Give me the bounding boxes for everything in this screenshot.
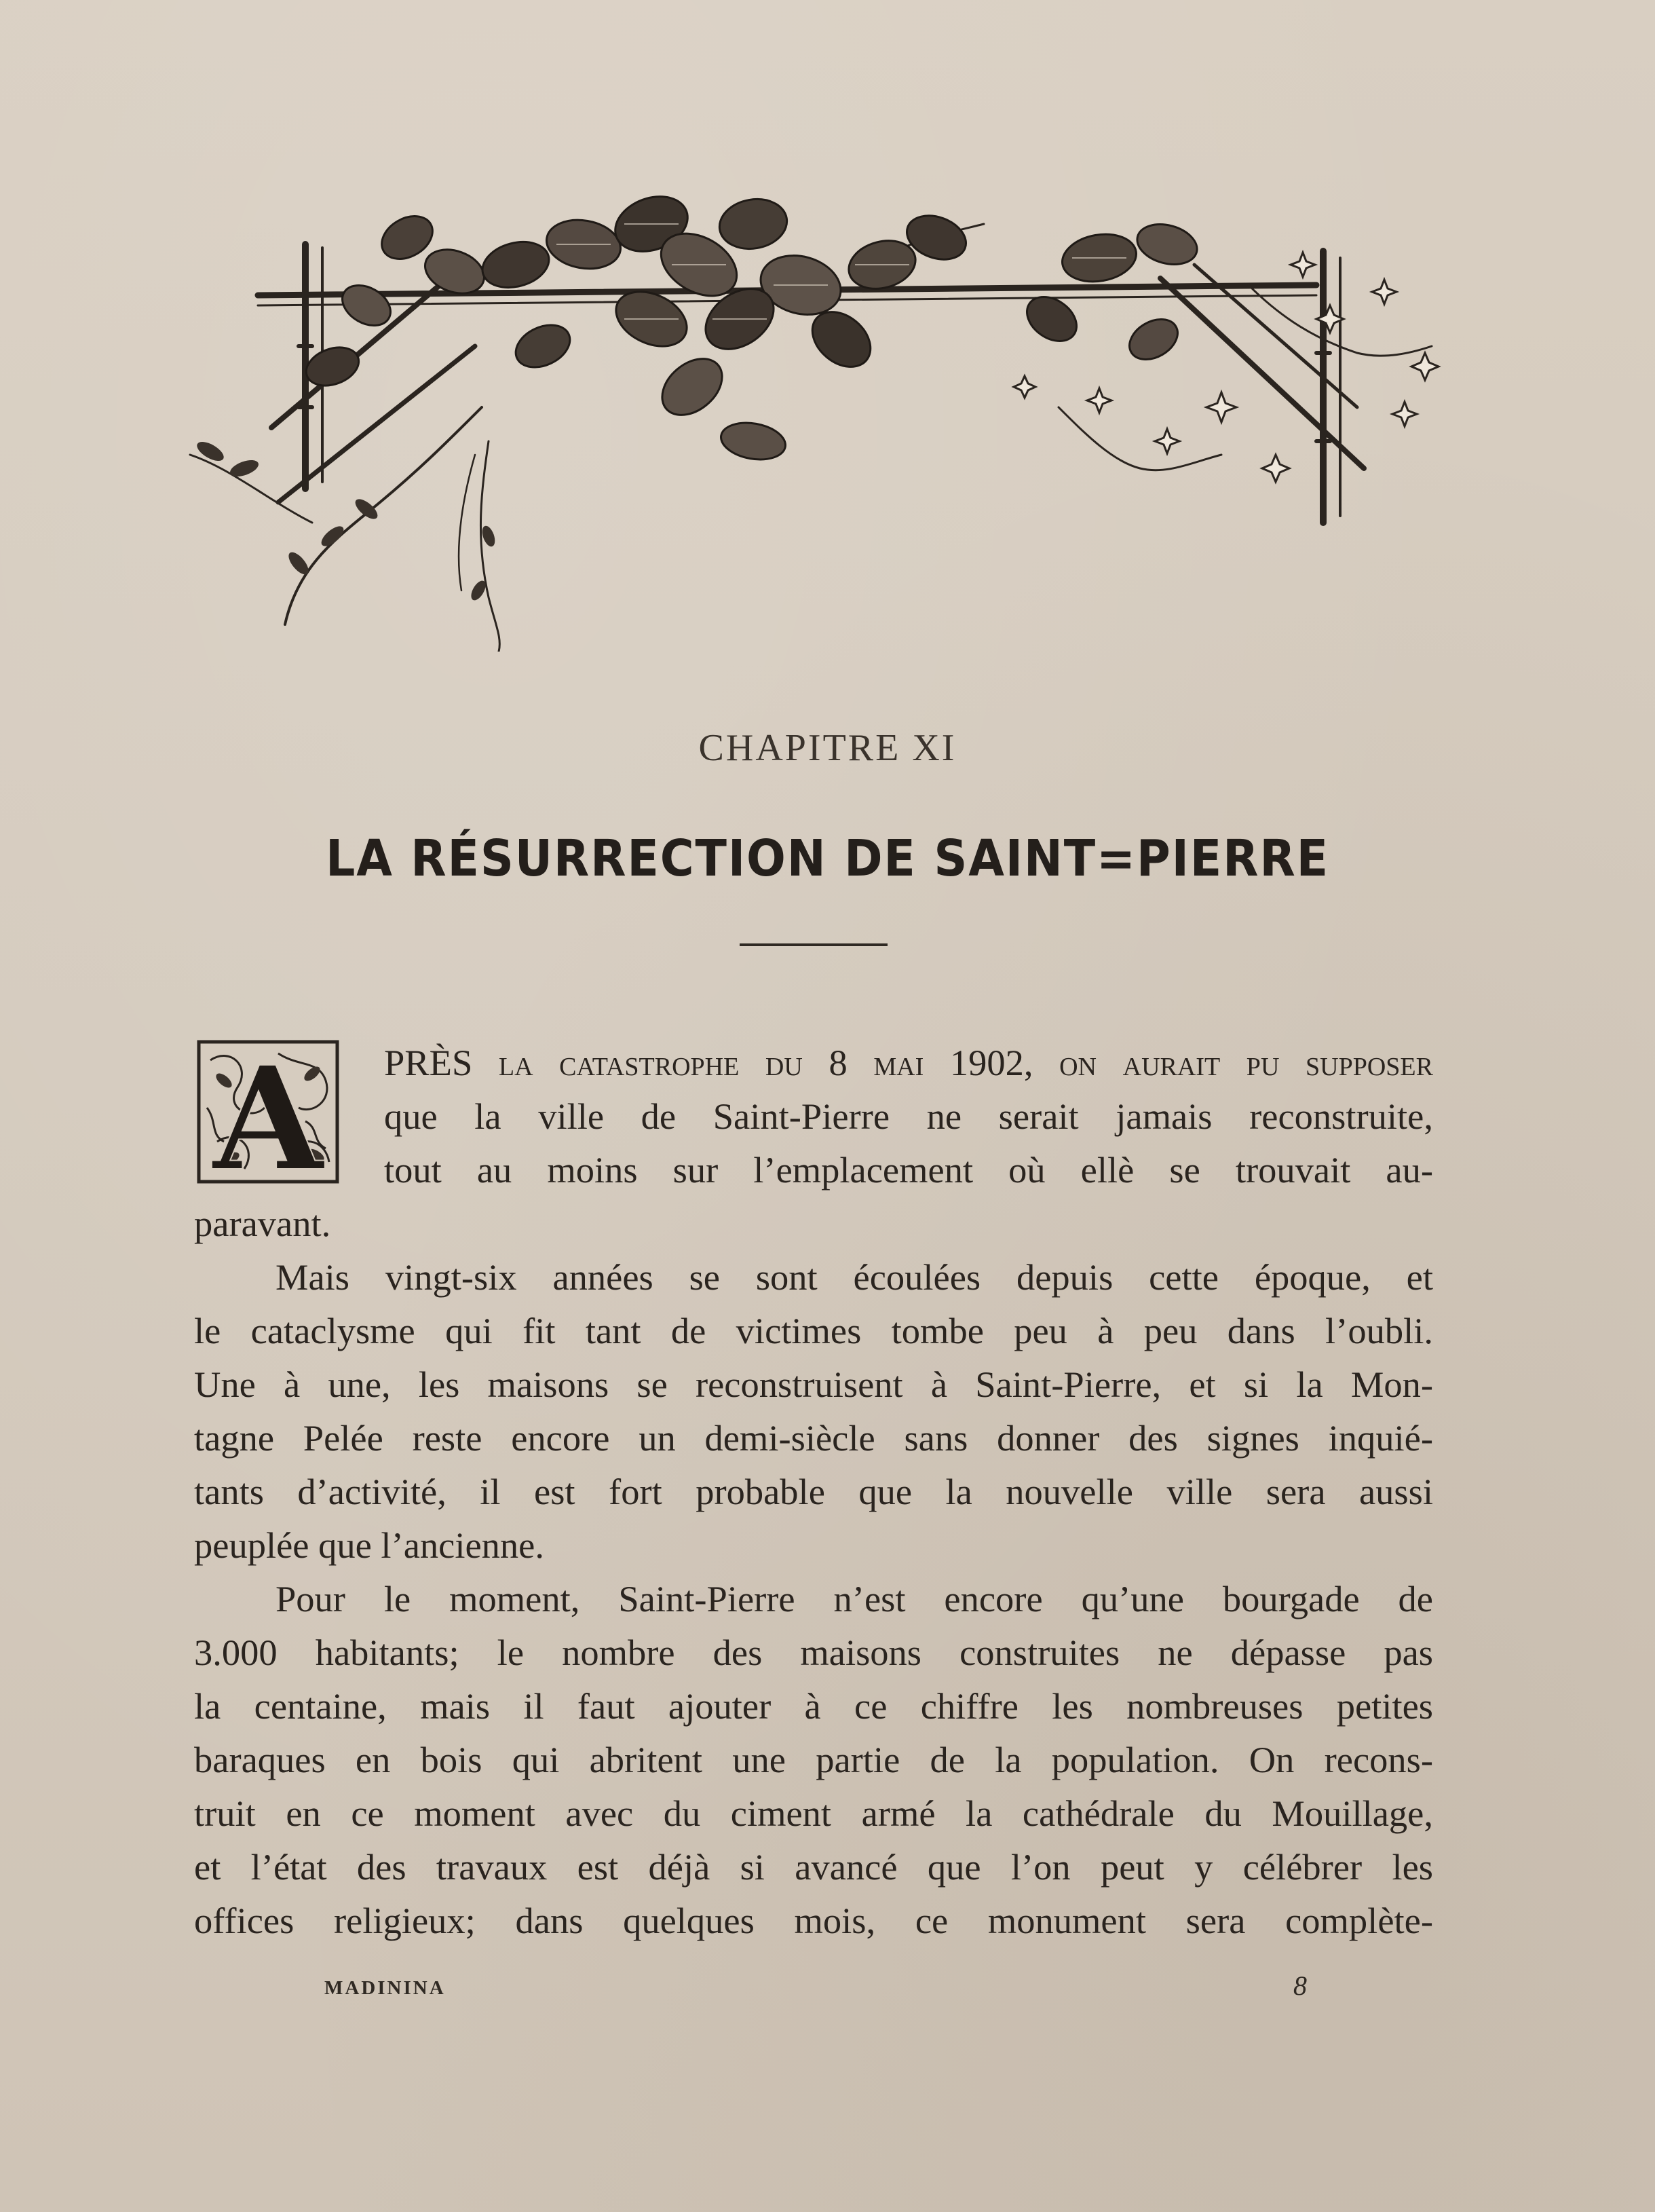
body-line-4: paravant. — [194, 1203, 331, 1244]
body-line-9: tants d’activité, il est fort probable que la nouvelle ville sera aussi — [194, 1471, 1433, 1512]
body-line-8: tagne Pelée reste encore un demi-siècle sans donner des signes inquié- — [194, 1417, 1433, 1459]
body-line-1 — [384, 1043, 1433, 1087]
body-line-11: Pour le moment, Saint-Pierre n’est encore qu’une bourgade de — [275, 1578, 1433, 1619]
body-line-16: et l’état des travaux est déjà si avancé que l’on peut y célébrer les — [194, 1846, 1433, 1888]
body-line-14: baraques en bois qui abritent une partie de la population. On recons- — [194, 1739, 1433, 1780]
body-line-10: peuplée que l’ancienne. — [194, 1524, 544, 1566]
body-line-17: offices religieux; dans quelques mois, ce monument sera complète- — [194, 1900, 1433, 1941]
body-line-2: que la ville de Saint-Pierre ne serait jamais reconstruite, — [384, 1095, 1433, 1137]
chapter-title: LA RÉSURRECTION DE SAINT=PIERRE — [325, 829, 1330, 888]
chapter-label: CHAPITRE XI — [698, 727, 957, 769]
body-line-12: 3.000 habitants; le nombre des maisons construites ne dépasse pas — [194, 1632, 1433, 1673]
signature-mark: MADININA — [324, 1977, 446, 1999]
dropcap-letter: A — [212, 1040, 324, 1184]
floral-trellis-ornament — [163, 183, 1472, 652]
body-line-3: tout au moins sur l’emplacement où ellè se trouvait au- — [384, 1149, 1433, 1191]
title-divider — [740, 943, 888, 946]
signature-number: 8 — [1293, 1970, 1307, 2001]
dropcap-ornament — [197, 1040, 339, 1184]
body-line-text: PRÈS la catastrophe du 8 mai 1902, on aurait pu supposer — [384, 1042, 1433, 1083]
body-line-6: le cataclysme qui fit tant de victimes tombe peu à peu dans l’oubli. — [194, 1310, 1433, 1351]
body-line-5: Mais vingt-six années se sont écoulées depuis cette époque, et — [275, 1256, 1433, 1298]
body-line-7: Une à une, les maisons se reconstruisent à Saint-Pierre, et si la Mon- — [194, 1364, 1433, 1405]
body-line-15: truit en ce moment avec du ciment armé la cathédrale du Mouillage, — [194, 1793, 1433, 1834]
body-line-13: la centaine, mais il faut ajouter à ce chiffre les nombreuses petites — [194, 1685, 1433, 1727]
